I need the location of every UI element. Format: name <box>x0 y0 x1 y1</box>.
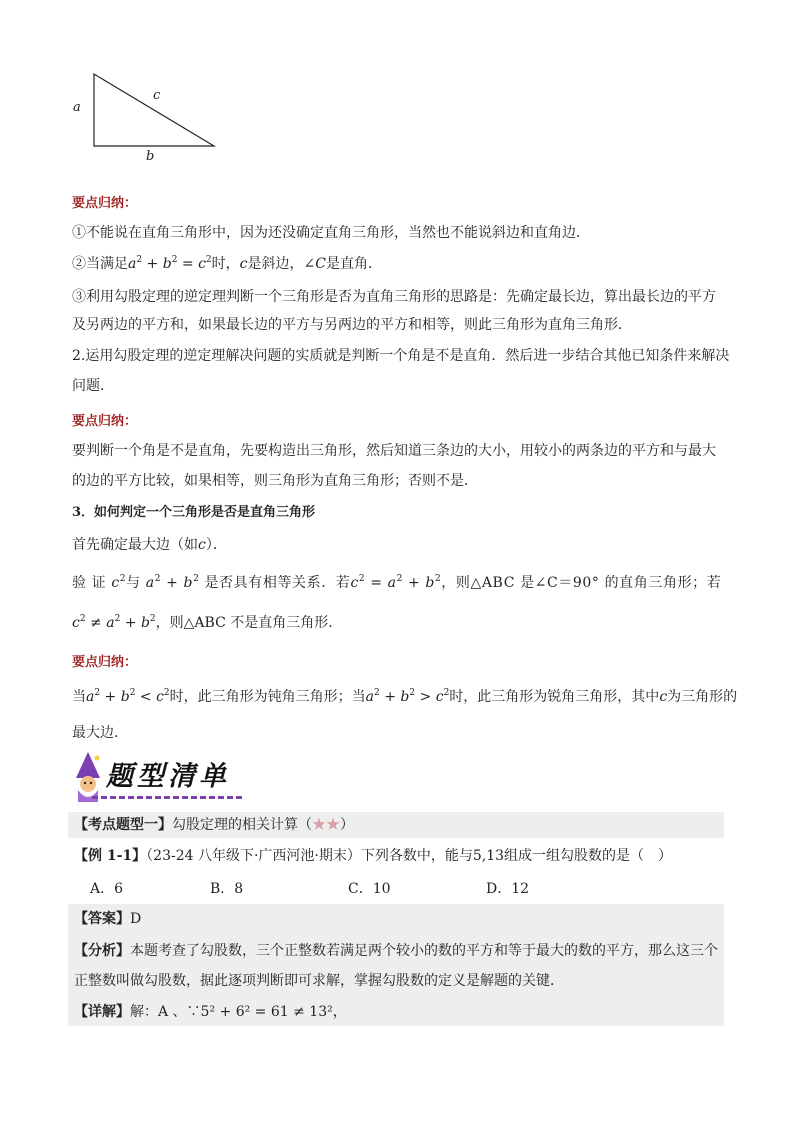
summary1-point-2: ②当满足$a^2 + b^2 = c^2$时，c是斜边，∠C是直角． <box>72 255 382 272</box>
question-types-banner <box>70 750 240 806</box>
option-c: C．10 <box>348 881 391 897</box>
option-a: A．6 <box>90 881 124 897</box>
answer-line: 【答案】D <box>74 911 142 927</box>
side-label-c: c <box>153 88 161 103</box>
detail-line: 【详解】解：A 、∵5² + 6² = 61 ≠ 13²， <box>74 1004 347 1020</box>
section2-line2: 问题． <box>72 378 114 394</box>
section3-line3: $c^2 \ne a^2 + b^2$，则△ABC 不是直角三角形. <box>72 614 333 631</box>
section2-line1: 2.运用勾股定理的逆定理解决问题的实质就是判断一个角是不是直角．然后进一步结合其他已知条件来解决 <box>72 348 730 364</box>
summary1-point-3-line1: ③利用勾股定理的逆定理判断一个三角形是否为直角三角形的思路是：先确定最长边，算出最长边的平方 <box>72 289 716 305</box>
analysis-line2: 正整数叫做勾股数，据此逐项判断即可求解，掌握勾股数的定义是解题的关键． <box>74 973 564 989</box>
summary3-line1: 当$a^2 + b^2 < c^2$时，此三角形为钝角三角形；当$a^2 + b^2 > c^2$时，此三角形为锐角三角形，其中c为三角形的 <box>72 688 738 705</box>
star-icon: ★ <box>312 817 326 833</box>
summary-heading-3: 要点归纳： <box>72 655 138 670</box>
summary3-line2: 最大边. <box>72 725 119 741</box>
option-b: B．8 <box>210 881 244 897</box>
summary2-line1: 要判断一个角是不是直角，先要构造出三角形，然后知道三条边的大小，用较小的两条边的平方和与最大 <box>72 443 716 459</box>
analysis-line1: 【分析】本题考查了勾股数，三个正整数若满足两个较小的数的平方和等于最大的数的平方，那么这三个 <box>74 943 718 959</box>
banner-underline <box>92 796 242 799</box>
summary1-point-3-line2: 及另两边的平方和，如果最长边的平方与另两边的平方和相等，则此三角形为直角三角形． <box>72 317 632 333</box>
summary2-line2: 的边的平方比较，如果相等，则三角形为直角三角形；否则不是． <box>72 473 478 489</box>
triangle-shape <box>94 74 214 146</box>
section3-line2: 验 证 $c^2$与 $a^2 + b^2$ 是否具有相等关系．若$c^2 = a^2 + b^2$，则△ABC 是∠C＝90° 的直角三角形；若 <box>72 574 722 591</box>
right-triangle-figure <box>60 64 230 169</box>
example-question: 【例 1-1】（23-24 八年级下·广西河池·期末）下列各数中，能与5,13组成一组勾股数的是（ ） <box>74 848 673 864</box>
topic-line: 【考点题型一】勾股定理的相关计算（★★） <box>74 817 354 833</box>
side-label-a: a <box>73 100 81 115</box>
option-d: D．12 <box>486 881 530 897</box>
star-icon: ★ <box>326 817 340 833</box>
summary-heading-1: 要点归纳： <box>72 196 138 211</box>
summary1-point-1: ①不能说在直角三角形中，因为还没确定直角三角形，当然也不能说斜边和直角边． <box>72 225 590 241</box>
section3-heading: 3．如何判定一个三角形是否是直角三角形 <box>72 505 316 520</box>
banner-title: 题型清单 <box>106 761 230 792</box>
side-label-b: b <box>146 149 155 164</box>
summary-heading-2: 要点归纳： <box>72 414 138 429</box>
section3-line1: 首先确定最大边（如c）． <box>72 537 227 553</box>
